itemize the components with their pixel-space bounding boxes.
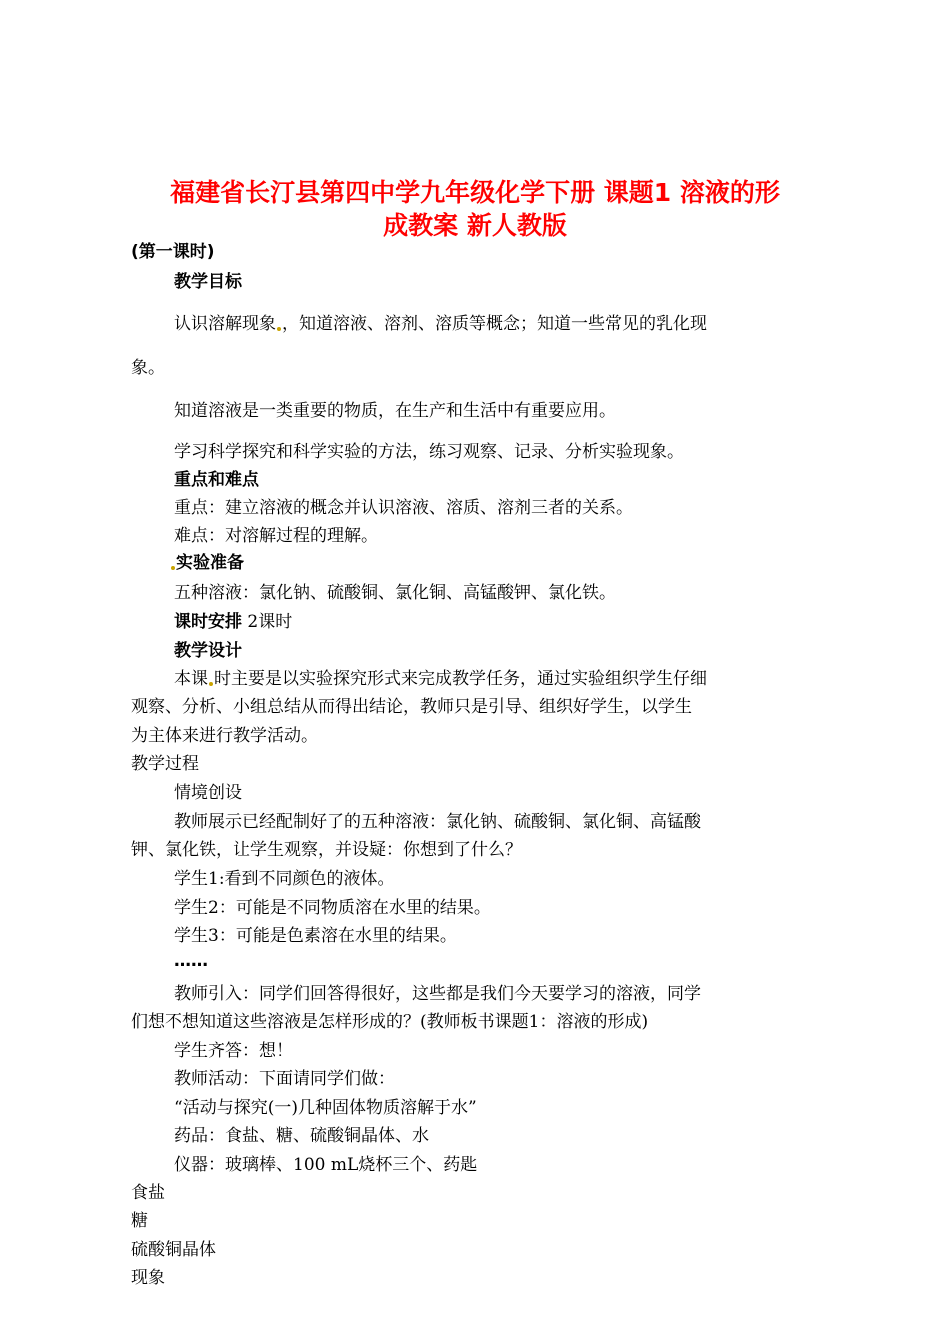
process-heading: 教学过程: [131, 754, 199, 774]
student-1: 学生1:看到不同颜色的液体。: [174, 869, 395, 889]
teacher-show-line-1: 教师展示已经配制好了的五种溶液：氯化钠、硫酸铜、氯化铜、高锰酸: [174, 812, 701, 832]
intro-line-1: 教师引入：同学们回答得很好，这些都是我们今天要学习的溶液，同学: [174, 984, 701, 1004]
drugs: 药品：食盐、糖、硫酸铜晶体、水: [174, 1126, 429, 1146]
schedule-value: 2课时: [242, 612, 293, 632]
document-title: [120, 176, 830, 242]
difficult-point: 难点：对溶解过程的理解。: [174, 526, 378, 546]
goal-item-3: 学习科学探究和科学实验的方法，练习观察、记录、分析实验现象。: [174, 442, 684, 462]
design-line-2: 观察、分析、小组总结从而得出结论，教师只是引导、组织好学生，以学生: [131, 697, 692, 717]
activity-title: “活动与探究(一)几种固体物质溶解于水”: [174, 1098, 477, 1118]
design-line-1-part1: 本课: [174, 669, 208, 689]
intro-line-2: 们想不想知道这些溶液是怎样形成的？(教师板书课题1：溶液的形成): [131, 1012, 649, 1032]
design-line-1: [174, 668, 707, 690]
keypoints-heading: 重点和难点: [174, 470, 259, 490]
design-line-3: 为主体来进行教学活动。: [131, 726, 318, 746]
preparation-heading: [170, 552, 244, 574]
lesson-period: (第一课时): [131, 242, 215, 262]
goals-heading: 教学目标: [174, 272, 242, 292]
table-label-sugar: 糖: [131, 1211, 148, 1231]
teacher-show-line-2: 钾、氯化铁，让学生观察，并设疑：你想到了什么？: [131, 840, 522, 860]
instruments: 仪器：玻璃棒、100 mL烧杯三个、药匙: [174, 1155, 478, 1175]
mark-dot-icon: [171, 566, 175, 570]
scene-heading: 情境创设: [174, 783, 242, 803]
goal-item-1-part1: 认识溶解现象: [174, 314, 276, 334]
schedule-label: 课时安排: [174, 612, 242, 632]
goal-item-2: 知道溶液是一类重要的物质，在生产和生活中有重要应用。: [174, 401, 616, 421]
teacher-activity: 教师活动：下面请同学们做：: [174, 1069, 395, 1089]
goal-item-1-cont: 象。: [131, 358, 165, 378]
ellipsis: ……: [174, 951, 208, 971]
goal-item-1-part2: ，知道溶液、溶剂、溶质等概念；知道一些常见的乳化现: [282, 314, 707, 334]
mark-dot-icon: [277, 327, 281, 331]
design-line-1-part2: 时主要是以实验探究形式来完成教学任务，通过实验组织学生仔细: [214, 669, 707, 689]
key-point: 重点：建立溶液的概念并认识溶液、溶质、溶剂三者的关系。: [174, 498, 633, 518]
student-chorus: 学生齐答：想！: [174, 1041, 293, 1061]
table-label-copper-sulfate: 硫酸铜晶体: [131, 1240, 216, 1260]
student-3: 学生3：可能是色素溶在水里的结果。: [174, 926, 457, 946]
title-line-2: 成教案 新人教版: [383, 211, 567, 240]
mark-dot-icon: [209, 682, 213, 686]
design-heading: 教学设计: [174, 641, 242, 661]
schedule: [174, 611, 292, 633]
table-label-phenomenon: 现象: [131, 1268, 165, 1288]
student-2: 学生2：可能是不同物质溶在水里的结果。: [174, 898, 491, 918]
table-label-salt: 食盐: [131, 1183, 165, 1203]
preparation-heading-text: 实验准备: [176, 553, 244, 573]
goal-item-1: [174, 313, 707, 335]
title-line-1: 福建省长汀县第四中学九年级化学下册 课题1 溶液的形: [170, 178, 780, 207]
preparation-content: 五种溶液：氯化钠、硫酸铜、氯化铜、高锰酸钾、氯化铁。: [174, 583, 616, 603]
